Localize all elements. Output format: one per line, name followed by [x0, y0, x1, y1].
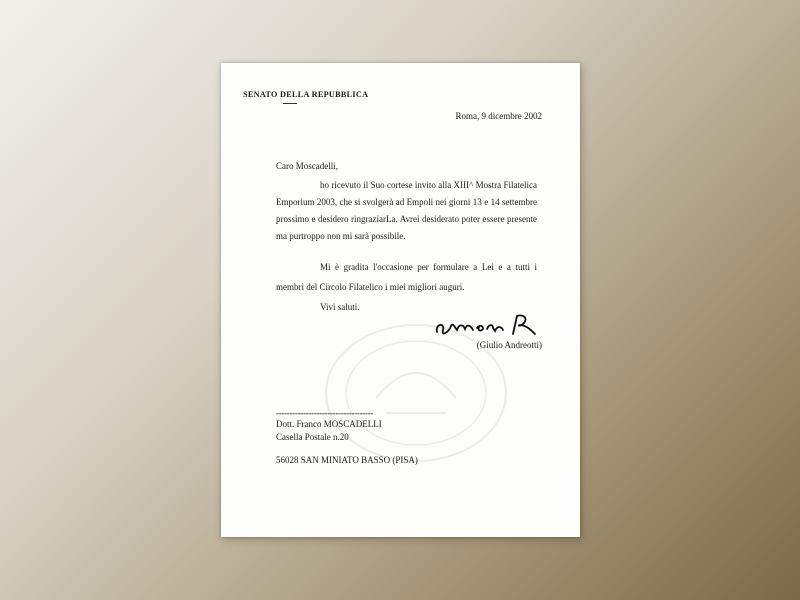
address-separator: ------------------------------------: [276, 408, 374, 418]
signatory-name: (Giulio Andreotti): [476, 340, 542, 350]
closing-line: Vivi saluti.: [320, 302, 360, 312]
handwritten-signature: [431, 310, 543, 342]
greeting: Caro Moscadelli,: [276, 161, 338, 171]
letterhead-divider: [283, 103, 297, 104]
paragraph-wishes: [276, 257, 537, 297]
date-line: Roma, 9 dicembre 2002: [455, 111, 542, 121]
recipient-po-box: Casella Postale n.20: [276, 432, 349, 442]
paragraph-invitation: [276, 177, 537, 245]
paragraph-invitation-text: ho ricevuto il Suo cortese invito alla XIII^ Mostra Filatelica Emporium 2003, che si svolgerà ad Empoli nei giorni 13 e 14 settembre prossimo e desidero ringraziarLa. Avrei desiderato poter essere presente ma purtroppo non mi sarà possibile.: [276, 180, 537, 241]
paragraph-wishes-text: Mi è gradita l'occasione per formulare a Lei e a tutti i membri del Circolo Filatelico i miei migliori auguri.: [276, 262, 537, 292]
recipient-name: Dott. Franco MOSCADELLI: [276, 419, 382, 429]
letterhead-title: SENATO DELLA REPUBBLICA: [243, 90, 369, 99]
letter-sheet: [221, 63, 580, 537]
recipient-city: 56028 SAN MINIATO BASSO (PISA): [276, 455, 418, 465]
